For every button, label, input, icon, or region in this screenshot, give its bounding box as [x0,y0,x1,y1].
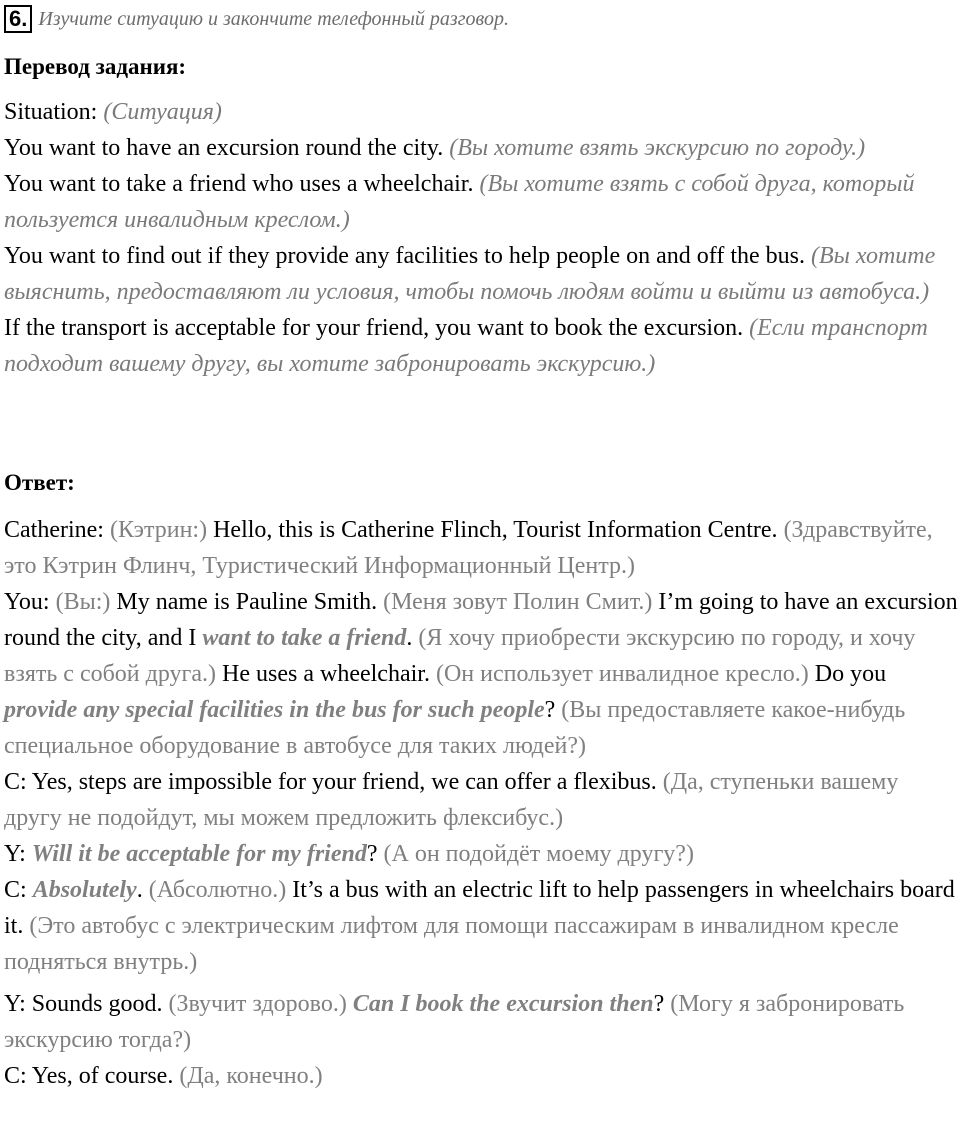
translation-text: (Да, ступеньки вашему другу не подойдут, мы можем предложить флексибус.) [4,769,899,831]
situation-en: You want to find out if they provide any facilities to help people on and off the bus. [4,243,811,269]
translation-text: (А он подойдёт моему другу?) [383,841,694,867]
answer-phrase: Will it be acceptable for my friend [31,841,367,867]
speaker-label: C: [4,877,33,903]
english-text: . [406,625,419,651]
translation-text: (Я хочу приобрести экскурсию по городу, и хочу взять с собой друга.) [4,625,916,687]
english-text: Hello, this is Catherine Flinch, Tourist Information Centre. [207,517,784,543]
situation-ru: (Вы хотите взять с собой друга, который пользуется инвалидным креслом.) [4,171,915,233]
translation-text: (Вы предоставляете какое-нибудь специальное оборудование в автобусе для таких людей?) [4,697,906,759]
translation-text: (Он использует инвалидное кресло.) [435,661,809,687]
task-instruction: Изучите ситуацию и закончите телефонный разговор. [38,7,509,30]
translation-text: (Здравствуйте, это Кэтрин Флинч, Туристический Информационный Центр.) [4,517,933,579]
translation-text: (Вы:) [55,589,111,615]
answer-phrase: provide any special facilities in the bus for such people [4,697,545,723]
english-text: C: Yes, of course. [4,1063,180,1089]
english-text: It’s a bus with an electric lift to help passengers in wheelchairs board it. [4,877,955,939]
task-header [4,4,509,34]
situation-line [4,94,960,130]
dialogue-line [4,872,960,980]
situation-en: If the transport is acceptable for your friend, you want to book the excursion. [4,315,750,341]
situation-en: You want to take a friend who uses a wheelchair. [4,171,480,197]
situation-en: You want to have an excursion round the city. [4,135,450,161]
situation-line [4,130,960,166]
situation-line [4,238,960,310]
situation-en: Situation: [4,99,104,125]
situation-ru: (Ситуация) [103,99,222,125]
dialogue-line [4,1058,960,1094]
speaker-label: You: [4,589,56,615]
english-text: I’m going to have an excursion round the city, and I [4,589,958,651]
english-text: Y: Sounds good. [4,991,169,1017]
task-number: 6. [4,5,32,33]
situation-line [4,310,960,382]
situation-line [4,166,960,238]
answer-heading: Ответ: [4,470,75,495]
answer-phrase: Absolutely [32,877,137,903]
dialogue-block [4,512,960,1094]
english-text: He uses a wheelchair. [216,661,436,687]
translation-text: (Это автобус с электрическим лифтом для помощи пассажирам в инвалидном кресле подняться внутрь.) [4,913,899,975]
translation-text: (Кэтрин:) [109,517,208,543]
translation-text: (Меня зовут Полин Смит.) [383,589,653,615]
situation-ru: (Если транспорт подходит вашему другу, вы хотите забронировать экскурсию.) [4,315,928,377]
dialogue-line [4,512,960,584]
english-text: C: Yes, steps are impossible for your friend, we can offer a flexibus. [4,769,663,795]
speaker-label: Y: [4,841,32,867]
situation-ru: (Вы хотите взять экскурсию по городу.) [449,135,866,161]
translation-text: (Абсолютно.) [148,877,287,903]
translation-text: (Могу я забронировать экскурсию тогда?) [4,991,905,1053]
situation-block [4,94,960,382]
answer-phrase: Can I book the excursion then [352,991,654,1017]
answer-phrase: want to take a friend [202,625,407,651]
english-text: ? [544,697,562,723]
speaker-label: Catherine: [4,517,110,543]
translation-heading: Перевод задания: [4,54,187,79]
english-text: ? [366,841,384,867]
english-text: Do you [808,661,887,687]
dialogue-line [4,986,960,1058]
dialogue-line [4,584,960,764]
english-text: ? [653,991,671,1017]
translation-text: (Звучит здорово.) [168,991,347,1017]
situation-ru: (Вы хотите выяснить, предоставляют ли условия, чтобы помочь людям войти и выйти из автобуса.) [4,243,936,305]
english-text: My name is Pauline Smith. [110,589,384,615]
dialogue-line [4,836,960,872]
translation-text: (Да, конечно.) [179,1063,323,1089]
dialogue-line [4,764,960,836]
english-text: . [136,877,149,903]
